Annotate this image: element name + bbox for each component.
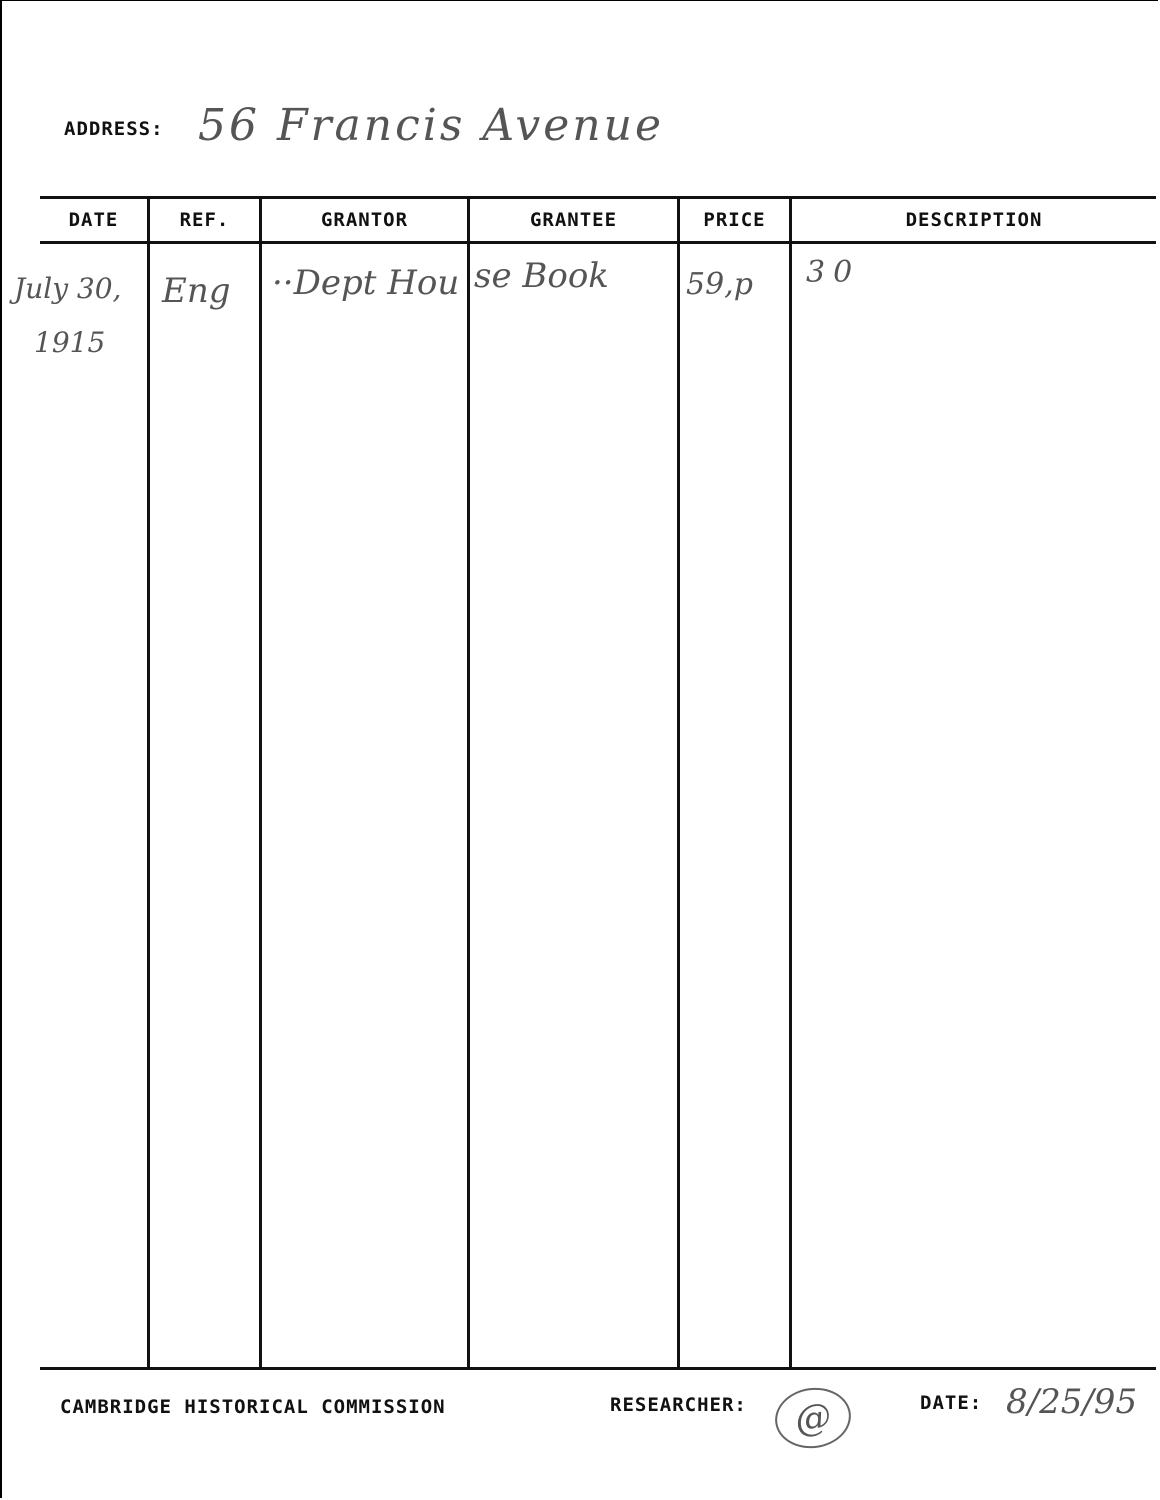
column-divider xyxy=(259,198,262,1370)
column-header-ref: REF. xyxy=(179,209,230,231)
column-header-grantor: GRANTOR xyxy=(320,209,409,231)
cell-price: 59,p xyxy=(686,267,753,302)
column-divider xyxy=(677,198,680,1370)
date-label: DATE: xyxy=(920,1392,983,1414)
table-bottom-rule xyxy=(40,1367,1156,1370)
date-value: 8/25/95 xyxy=(1006,1382,1138,1422)
cell-grantee: se Book xyxy=(474,256,609,296)
column-divider xyxy=(467,198,470,1370)
researcher-label: RESEARCHER: xyxy=(610,1394,747,1416)
column-header-date: DATE xyxy=(68,209,119,231)
column-header-description: DESCRIPTION xyxy=(905,209,1043,231)
address-value: 56 Francis Avenue xyxy=(198,100,664,151)
column-divider xyxy=(147,198,150,1370)
column-header-price: PRICE xyxy=(703,209,766,231)
cell-ref: Eng xyxy=(162,271,231,311)
column-header-grantee: GRANTEE xyxy=(529,209,618,231)
organization-name: CAMBRIDGE HISTORICAL COMMISSION xyxy=(60,1396,446,1418)
cell-grantor: ··Dept Hou xyxy=(272,263,460,303)
cell-description: 30 xyxy=(806,255,861,290)
researcher-initials: @ xyxy=(771,1383,855,1453)
column-divider xyxy=(789,198,792,1370)
address-label: ADDRESS: xyxy=(64,118,164,140)
cell-date-line1: July 30, xyxy=(14,272,122,305)
cell-date-line2: 1915 xyxy=(34,326,106,359)
